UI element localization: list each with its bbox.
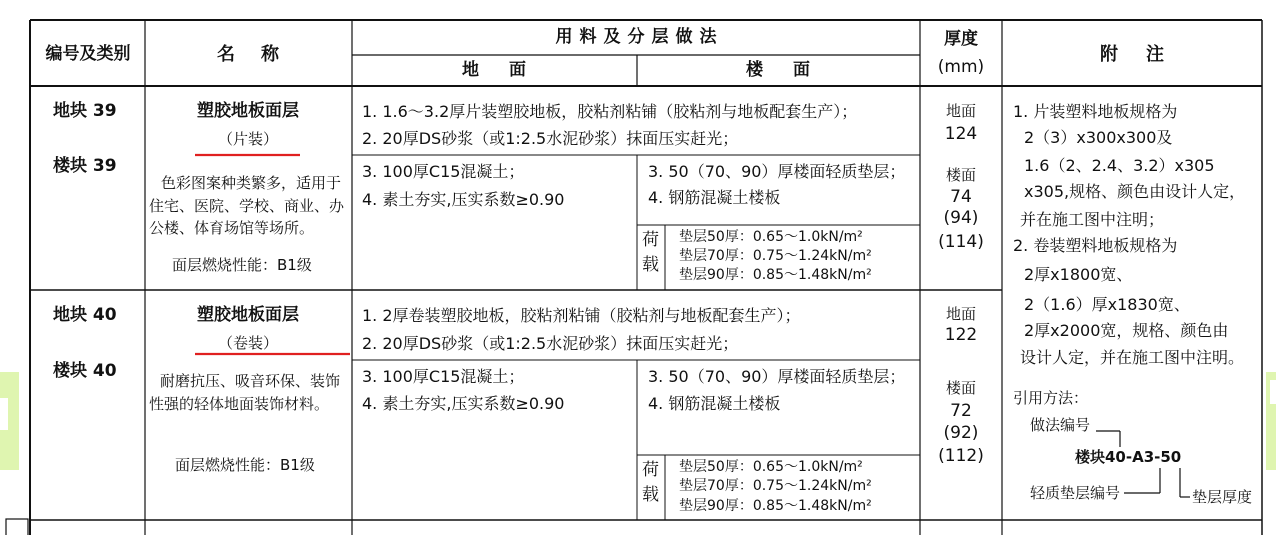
corner-box: [6, 519, 28, 535]
row-common-step: 2. 20厚DS砂浆（或1:2.5水泥砂浆）抹面压实赶光；: [362, 129, 739, 148]
header-method: 用料及分层做法: [555, 27, 724, 47]
left-tab-notch: [0, 398, 8, 430]
note-line: 设计人定，并在施工图中注明。: [1020, 348, 1245, 367]
method-code-label: 做法编号: [1030, 416, 1091, 434]
row-common-step: 2. 20厚DS砂浆（或1:2.5水泥砂浆）抹面压实赶光；: [362, 334, 739, 353]
row-load-label: 荷: [642, 460, 659, 480]
row-floor-step: 4. 钢筋混凝土楼板: [648, 394, 781, 413]
row-thickness-floor-value: 72: [950, 401, 972, 421]
row-ground-step: 4. 素土夯实,压实系数≥0.90: [362, 190, 565, 209]
note-line: 1. 片装塑料地板规格为: [1013, 102, 1178, 121]
note-line: 2（3）x300x300及: [1024, 128, 1173, 147]
row-thickness-floor-value: (114): [938, 232, 984, 252]
row-common-step: 1. 2厚卷装塑胶地板，胶粘剂粘铺（胶粘剂与地板配套生产）；: [362, 306, 801, 325]
row-floor-code: 楼块 40: [53, 361, 117, 381]
row-load-line: 垫层90厚：0.85～1.48kN/m²: [679, 498, 872, 514]
header-thickness: 厚度: [944, 29, 978, 49]
row-thickness-floor-label: 楼面: [945, 379, 977, 397]
row-description-line: 色彩图案种类繁多，适用于: [161, 174, 342, 192]
cushion-thickness-label: 垫层厚度: [1192, 488, 1253, 506]
note-line: 2厚x1800宽、: [1024, 265, 1133, 284]
row-load-line: 垫层70厚：0.75～1.24kN/m²: [679, 478, 872, 494]
reference-title: 引用方法：: [1013, 389, 1089, 407]
cushion-code-label: 轻质垫层编号: [1030, 484, 1121, 502]
header-floor: 楼面: [746, 60, 840, 80]
row-load-label: 载: [642, 485, 659, 505]
right-tab-notch: [1270, 380, 1276, 404]
row-description-line: 公楼、体育场馆等场所。: [149, 219, 315, 237]
row-load-line: 垫层50厚：0.65～1.0kN/m²: [679, 229, 863, 245]
row-ground-code: 地块 39: [53, 101, 117, 121]
row-ground-code: 地块 40: [53, 305, 117, 325]
row-floor-step: 3. 50（70、90）厚楼面轻质垫层；: [648, 367, 906, 386]
header-name: 名称: [217, 44, 305, 65]
row-description-line: 性强的轻体地面装饰材料。: [149, 395, 330, 413]
row-fire-rating: 面层燃烧性能：B1级: [175, 456, 315, 474]
row-variant: （卷装）: [217, 334, 279, 352]
row-load-line: 垫层90厚：0.85～1.48kN/m²: [679, 267, 872, 283]
row-floor-step: 3. 50（70、90）厚楼面轻质垫层；: [648, 162, 906, 181]
header-ground: 地面: [462, 60, 556, 80]
row-name: 塑胶地板面层: [197, 305, 299, 325]
note-line: 1.6（2、2.4、3.2）x305: [1024, 156, 1215, 175]
row-thickness-floor-value: 74: [950, 187, 972, 207]
header-thickness-unit: (mm): [937, 57, 985, 77]
row-floor-step: 4. 钢筋混凝土楼板: [648, 188, 781, 207]
row-thickness-ground-value: 124: [944, 124, 978, 144]
row-load-label: 荷: [642, 230, 659, 250]
row-load-line: 垫层70厚：0.75～1.24kN/m²: [679, 248, 872, 264]
row-common-step: 1. 1.6～3.2厚片装塑胶地板，胶粘剂粘铺（胶粘剂与地板配套生产）；: [362, 102, 858, 121]
row-thickness-floor-value: (94): [943, 208, 979, 228]
row-ground-step: 4. 素土夯实,压实系数≥0.90: [362, 394, 565, 413]
note-line: x305,规格、颜色由设计人定，: [1024, 182, 1246, 201]
row-thickness-floor-value: (112): [938, 446, 984, 466]
note-line: 2. 卷装塑料地板规格为: [1013, 236, 1178, 255]
row-thickness-floor-label: 楼面: [945, 166, 977, 184]
row-thickness-floor-value: (92): [943, 423, 979, 443]
example-code: 楼块40-A3-50: [1075, 448, 1182, 466]
row-fire-rating: 面层燃烧性能：B1级: [172, 256, 312, 274]
row-load-line: 垫层50厚：0.65～1.0kN/m²: [679, 459, 863, 475]
header-code-category: 编号及类别: [45, 44, 131, 64]
row-thickness-ground-label: 地面: [945, 102, 977, 120]
row-name: 塑胶地板面层: [197, 101, 299, 121]
row-thickness-ground-label: 地面: [945, 305, 977, 323]
note-line: 2（1.6）厚x1830宽、: [1024, 295, 1190, 314]
row-ground-step: 3. 100厚C15混凝土；: [362, 367, 525, 386]
row-floor-code: 楼块 39: [53, 156, 117, 176]
note-line: 2厚x2000宽，规格、颜色由: [1024, 321, 1229, 340]
row-ground-step: 3. 100厚C15混凝土；: [362, 162, 525, 181]
row-variant: （片装）: [217, 130, 279, 148]
row-load-label: 载: [642, 255, 659, 275]
header-notes: 附注: [1100, 44, 1192, 65]
row-description-line: 耐磨抗压、吸音环保、装饰: [160, 372, 341, 390]
row-description-line: 住宅、医院、学校、商业、办: [149, 197, 345, 215]
row-thickness-ground-value: 122: [944, 325, 978, 345]
note-line: 并在施工图中注明；: [1020, 210, 1165, 229]
